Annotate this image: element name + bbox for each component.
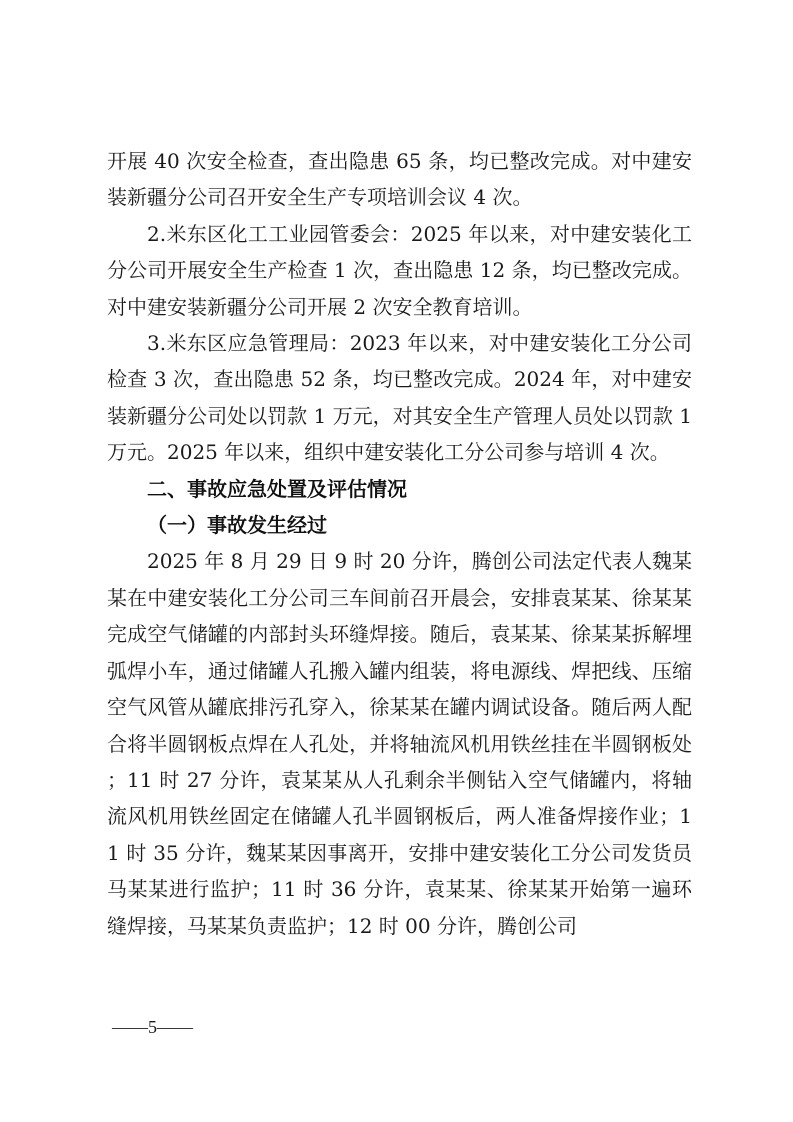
section-heading: 二、事故应急处置及评估情况: [147, 476, 407, 501]
paragraph-park-committee: 2.米东区化工工业园管委会：2025 年以来，对中建安装化工分公司开展安全生产检查 1 次，查出隐患 12 条，均已整改完成。对中建安装新疆分公司开展 2 次安全教育培训。: [107, 221, 692, 319]
paragraph-continued-inspections: 开展 40 次安全检查，查出隐患 65 条，均已整改完成。对中建安装新疆分公司召开安全生产专项培训会议 4 次。: [107, 149, 692, 210]
paragraph-emergency-bureau: 3.米东区应急管理局：2023 年以来，对中建安装化工分公司检查 3 次，查出隐患 52 条，均已整改完成。2024 年，对中建安装新疆分公司处以罚款 1 万元，对其安全生产管理人员处以罚款 1 万元。2025 年以来，组织中建安装化工分公司参与培训 4 次。: [107, 331, 692, 465]
paragraph-accident-narrative: 2025 年 8 月 29 日 9 时 20 分许，腾创公司法定代表人魏某某在中建安装化工分公司三车间前召开晨会，安排袁某某、徐某某完成空气储罐的内部封头环缝焊接。随后，袁某某、徐某某拆解埋弧焊小车，通过储罐人孔搬入罐内组装，将电源线、焊把线、压缩空气风管从罐底排污孔穿入，徐某某在罐内调试设备。随后两人配合将半圆钢板点焊在人孔处，并将轴流风机用铁丝挂在半圆钢板处；11 时 27 分许，袁某某从人孔剩余半侧钻入空气储罐内，将轴流风机用铁丝固定在储罐人孔半圆钢板后，两人准备焊接作业；11 时 35 分许，魏某某因事离开，安排中建安装化工分公司发货员马某某进行监护；11 时 36 分许，袁某某、徐某某开始第一遍环缝焊接，马某某负责监护；12 时 00 分许，腾创公司: [107, 549, 692, 938]
subsection-heading: （一）事故发生经过: [147, 513, 327, 538]
page-number: ——5——: [112, 1017, 193, 1037]
document-body: [107, 143, 692, 944]
